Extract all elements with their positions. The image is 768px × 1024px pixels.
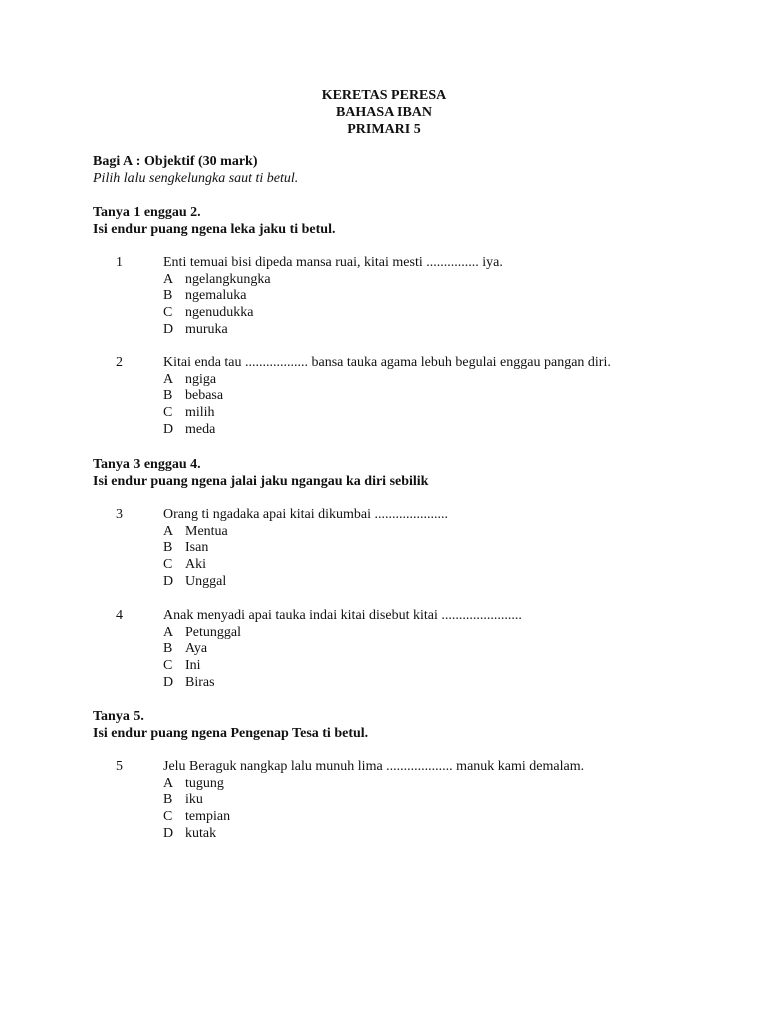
options-list <box>163 776 230 843</box>
question-number: 4 <box>116 608 123 623</box>
document-header <box>0 88 768 138</box>
options-list <box>163 272 271 339</box>
section-instruction: Pilih lalu sengkelungka saut ti betul. <box>93 170 299 186</box>
section-title: Bagi A : Objektif (30 mark) <box>93 154 258 169</box>
option-b: B Aya <box>163 641 208 657</box>
option-c: C milih <box>163 405 215 421</box>
header-level: PRIMARI 5 <box>347 121 421 137</box>
question-number: 1 <box>116 255 123 270</box>
option-b: B Isan <box>163 540 209 556</box>
option-c: C ngenudukka <box>163 305 254 321</box>
group-instruction: Isi endur puang ngena leka jaku ti betul. <box>93 221 336 237</box>
group-title: Tanya 1 enggau 2. <box>93 205 201 220</box>
option-a: A ngelangkungka <box>163 271 271 287</box>
option-d: D meda <box>163 421 216 437</box>
option-d: D muruka <box>163 321 228 337</box>
group-title: Tanya 3 enggau 4. <box>93 457 201 472</box>
option-b: B iku <box>163 792 203 808</box>
question-text: Orang ti ngadaka apai kitai dikumbai ..................... <box>163 507 448 522</box>
question-text: Anak menyadi apai tauka indai kitai disebut kitai ....................... <box>163 608 522 623</box>
question-text: Kitai enda tau .................. bansa tauka agama lebuh begulai enggau pangan diri. <box>163 355 611 370</box>
option-a: A Petunggal <box>163 624 241 640</box>
question-text: Jelu Beraguk nangkap lalu munuh lima ................... manuk kami demalam. <box>163 759 585 774</box>
option-d: D Unggal <box>163 573 227 589</box>
question-number: 2 <box>116 355 123 370</box>
option-b: B bebasa <box>163 388 224 404</box>
options-list <box>163 372 223 439</box>
question-number: 3 <box>116 507 123 522</box>
header-title: KERETAS PERESA <box>321 88 447 103</box>
group-title: Tanya 5. <box>93 709 144 724</box>
option-d: D kutak <box>163 825 217 841</box>
option-d: D Biras <box>163 674 215 690</box>
question-number: 5 <box>116 759 123 774</box>
option-a: A ngiga <box>163 371 217 387</box>
option-c: C tempian <box>163 809 231 825</box>
options-list <box>163 625 241 692</box>
question-text: Enti temuai bisi dipeda mansa ruai, kitai mesti ............... iya. <box>163 255 503 270</box>
group-heading <box>93 709 733 743</box>
group-heading <box>93 205 733 239</box>
option-c: C Aki <box>163 557 206 573</box>
group-heading <box>93 457 733 491</box>
section-heading <box>93 154 733 188</box>
option-a: A tugung <box>163 775 224 791</box>
group-instruction: Isi endur puang ngena Pengenap Tesa ti betul. <box>93 725 369 741</box>
option-c: C Ini <box>163 658 201 674</box>
option-b: B ngemaluka <box>163 288 247 304</box>
option-a: A Mentua <box>163 523 228 539</box>
options-list <box>163 524 228 591</box>
group-instruction: Isi endur puang ngena jalai jaku ngangau ka diri sebilik <box>93 473 429 489</box>
header-subject: BAHASA IBAN <box>335 104 433 120</box>
